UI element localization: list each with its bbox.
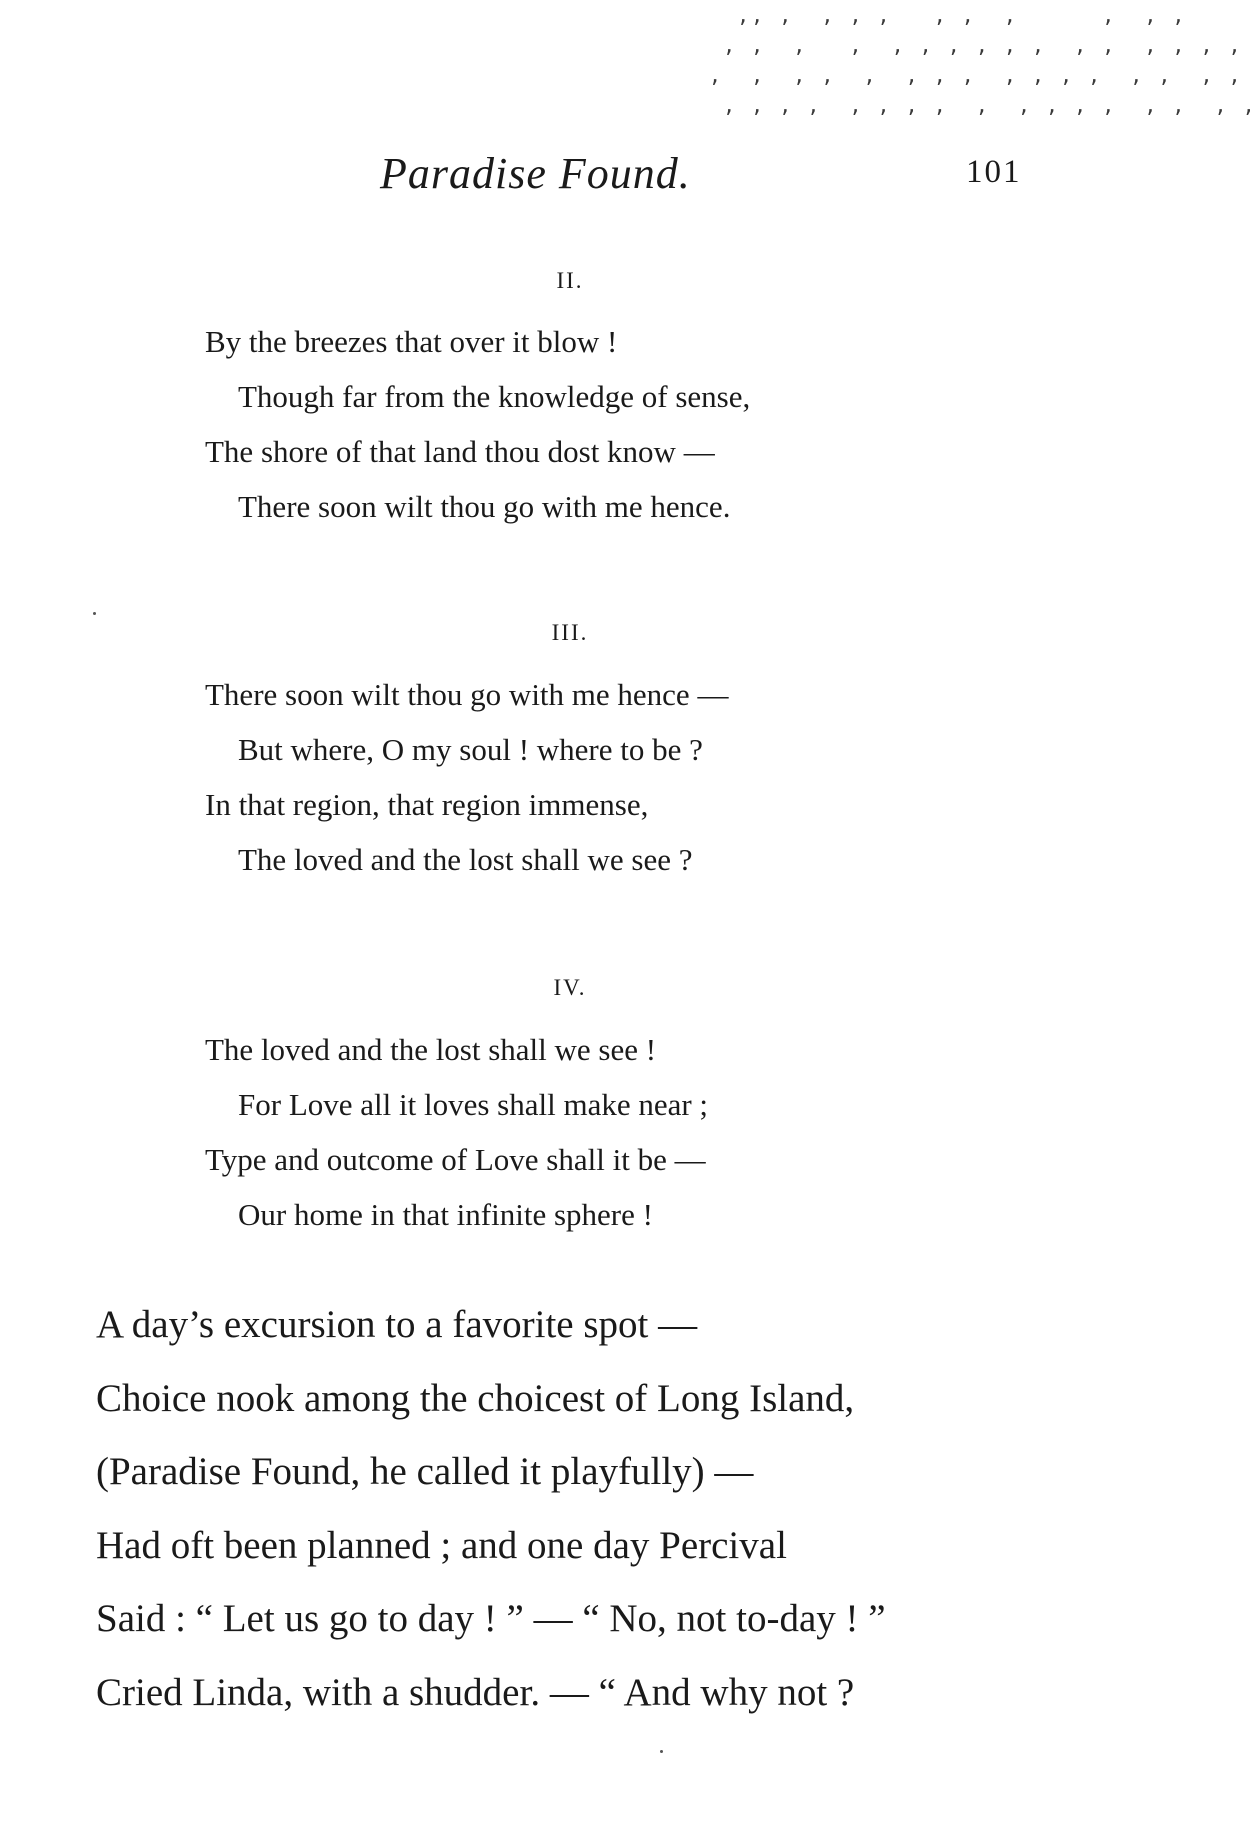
verse-line: There soon wilt thou go with me hence — — [205, 677, 729, 712]
running-head — [0, 148, 1180, 208]
verse-line: By the breezes that over it blow ! — [205, 324, 618, 359]
stanza-heading: IV. — [553, 975, 587, 1000]
verse-line: The loved and the lost shall we see ? — [238, 842, 693, 877]
narrative-line: A day’s excursion to a favorite spot — — [96, 1303, 698, 1346]
stanza — [205, 1022, 1005, 1242]
narrative-block — [96, 1288, 1096, 1729]
verse-line: There soon wilt thou go with me hence. — [238, 489, 731, 524]
print-speck — [93, 612, 96, 615]
narrative-line: (Paradise Found, he called it playfully) — — [96, 1450, 754, 1493]
running-title: Paradise Found. — [380, 149, 691, 198]
stanza-heading: II. — [556, 268, 584, 293]
stanza-heading: III. — [551, 620, 589, 645]
print-marks: ,, , , , , , , , , , , , , , , , , , , , , , , , , , , , , , , , , , , , , , , , , , , , , , , , , , , , , , , , , , , , — [709, 3, 1257, 117]
verse-line: But where, O my soul ! where to be ? — [238, 732, 703, 767]
verse-line: Though far from the knowledge of sense, — [238, 379, 751, 414]
verse-line: Type and outcome of Love shall it be — — [205, 1142, 706, 1177]
verse-line: For Love all it loves shall make near ; — [238, 1087, 709, 1122]
stanza — [205, 667, 1005, 887]
narrative-line: Cried Linda, with a shudder. — “ And why not ? — [96, 1670, 855, 1714]
verse-line: The shore of that land thou dost know — — [205, 434, 715, 469]
narrative-line: Had oft been planned ; and one day Percival — [96, 1523, 787, 1567]
print-speck — [660, 1750, 663, 1753]
stanza — [205, 314, 1005, 534]
narrative-line: Choice nook among the choicest of Long Island, — [96, 1376, 855, 1420]
verse-line: Our home in that infinite sphere ! — [238, 1197, 653, 1232]
page-number: 101 — [966, 154, 1022, 190]
verse-line: In that region, that region immense, — [205, 787, 649, 822]
narrative-line: Said : “ Let us go to day ! ” — “ No, not to-day ! ” — [96, 1597, 886, 1640]
verse-line: The loved and the lost shall we see ! — [205, 1032, 657, 1067]
